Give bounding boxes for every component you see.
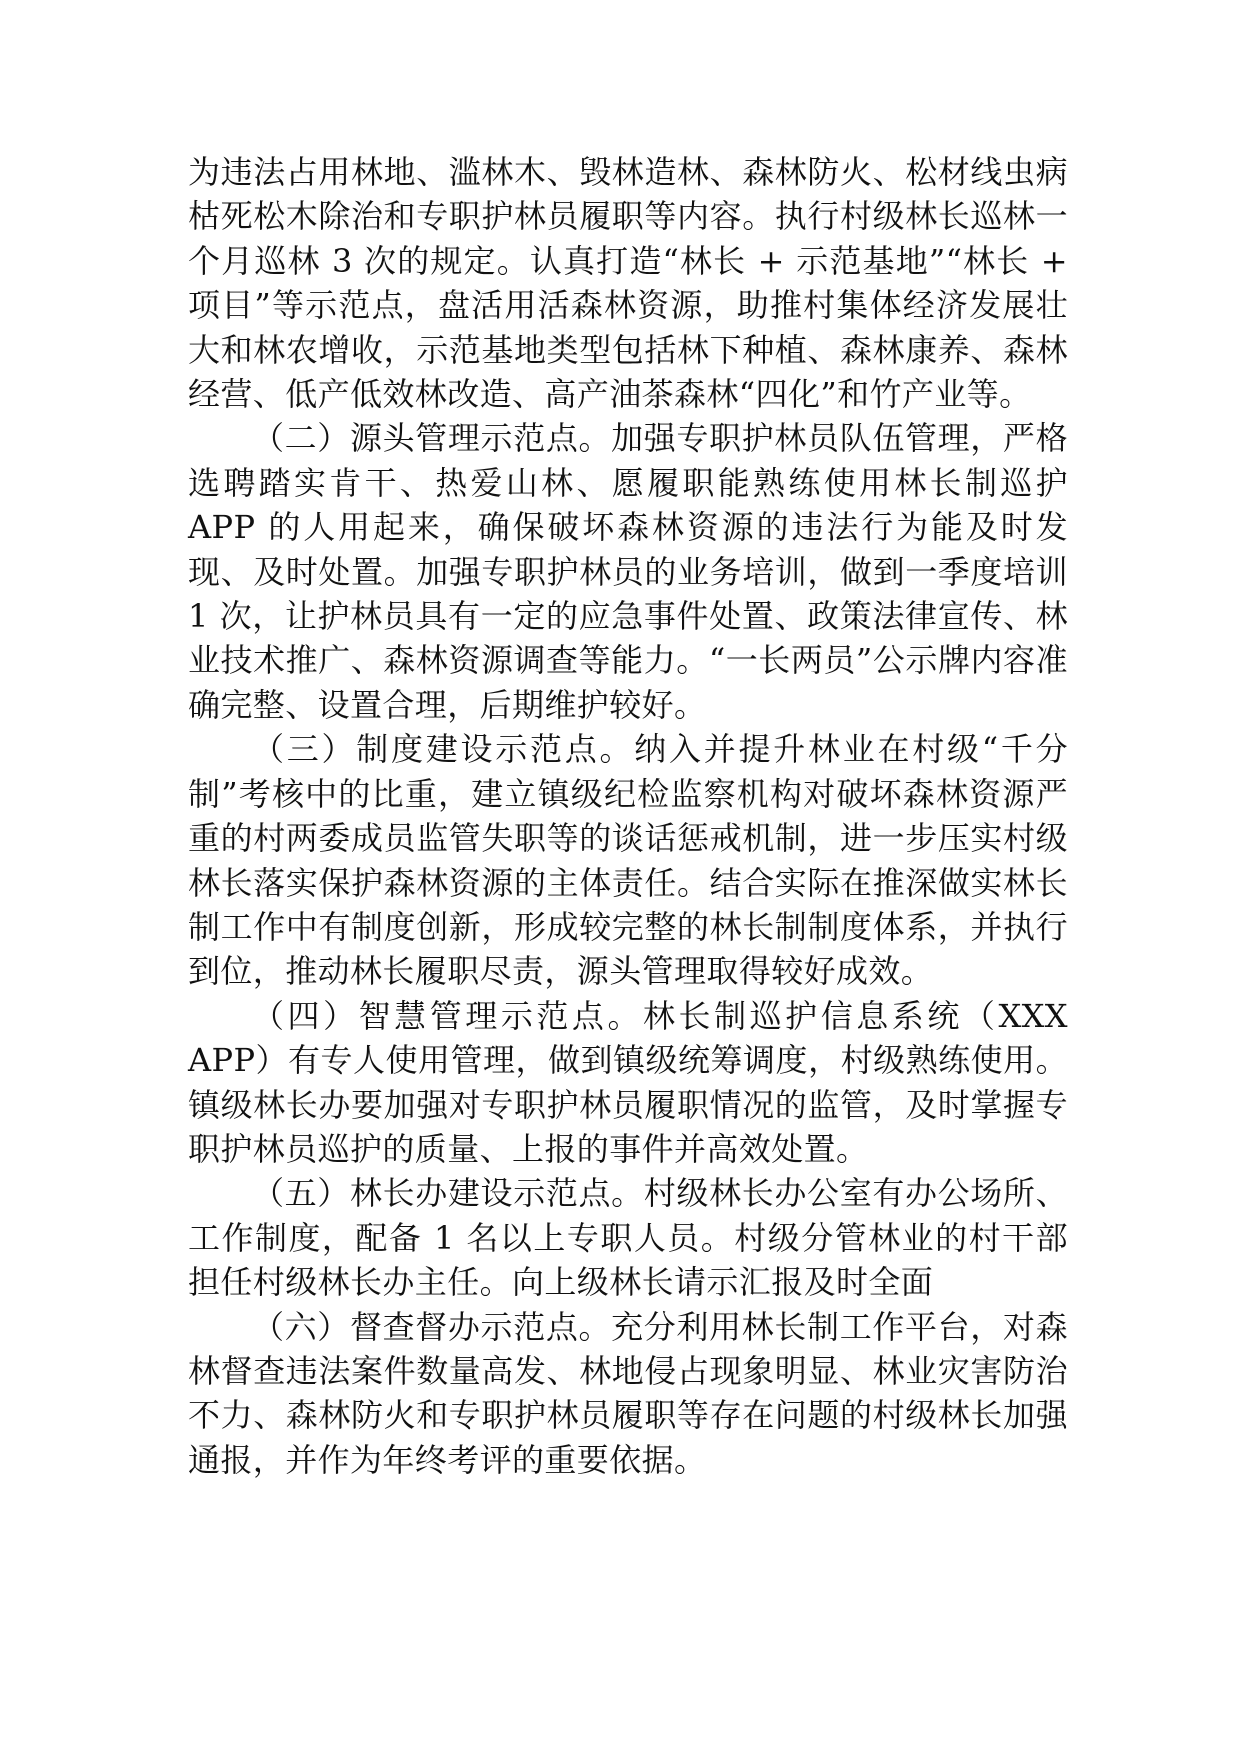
paragraph-system-construction: （三）制度建设示范点。纳入并提升林业在村级“千分制”考核中的比重，建立镇级纪检监察机构对破坏森林资源严重的村两委成员监管失职等的谈话惩戒机制，进一步压实村级林长落实保护森林资源的主体责任。结合实际在推深做实林长制工作中有制度创新，形成较完整的林长制制度体系，并执行到位，推动林长履职尽责，源头管理取得较好成效。 [188,730,1068,991]
paragraph-source-management: （二）源头管理示范点。加强专职护林员队伍管理，严格选聘踏实肯干、热爱山林、愿履职能熟练使用林长制巡护 APP 的人用起来，确保破坏森林资源的违法行为能及时发现、及时处置。加强专职护林员的业务培训，做到一季度培训 1 次，让护林员具有一定的应急事件处置、政策法律宣传、林业技术推广、森林资源调查等能力。“一长两员”公示牌内容准确完整、设置合理，后期维护较好。 [188,419,1068,724]
paragraph-smart-management: （四）智慧管理示范点。林长制巡护信息系统（XXX APP）有专人使用管理，做到镇级统筹调度，村级熟练使用。镇级林长办要加强对专职护林员履职情况的监管，及时掌握专职护林员巡护的质量、上报的事件并高效处置。 [188,996,1068,1168]
paragraph-continuation: 为违法占用林地、滥林木、毁林造林、森林防火、松材线虫病枯死松木除治和专职护林员履职等内容。执行村级林长巡林一个月巡林 3 次的规定。认真打造“林长 + 示范基地”“林长 + 项目”等示范点，盘活用活森林资源，助推村集体经济发展壮大和林农增收，示范基地类型包括林下种植、森林康养、森林经营、低产低效林改造、高产油茶森林“四化”和竹产业等。 [188,153,1068,414]
paragraph-supervision: （六）督查督办示范点。充分利用林长制工作平台，对森林督查违法案件数量高发、林地侵占现象明显、林业灾害防治不力、森林防火和专职护林员履职等存在问题的村级林长加强通报，并作为年终考评的重要依据。 [188,1307,1068,1479]
paragraph-forest-chief-office: （五）林长办建设示范点。村级林长办公室有办公场所、工作制度，配备 1 名以上专职人员。村级分管林业的村干部担任村级林长办主任。向上级林长请示汇报及时全面 [188,1174,1068,1302]
document-body [188,150,1068,1482]
